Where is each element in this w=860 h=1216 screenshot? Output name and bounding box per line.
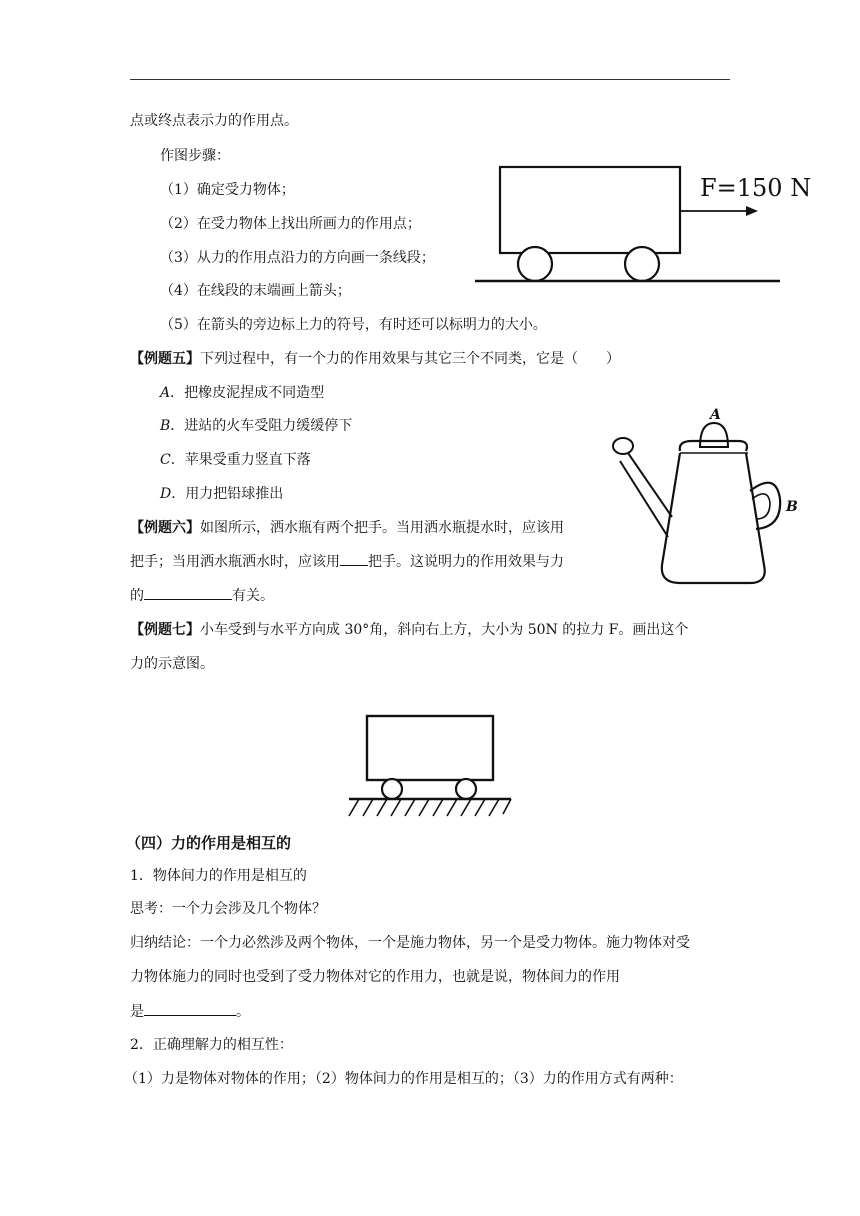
intro-continuation: 点或终点表示力的作用点。 (130, 113, 298, 129)
ex6-line-3 (130, 585, 274, 606)
ex5-option-c-letter: C (160, 452, 171, 468)
section-4-conclusion-3b: 。 (236, 1004, 250, 1020)
can-body (662, 453, 765, 583)
cart-ground-figure (345, 710, 515, 825)
header-rule (130, 79, 730, 80)
ex7-tag: 【例题七】 (130, 622, 200, 638)
force-arrow-head (746, 206, 758, 216)
ex5-option-c-text: ．苹果受重力竖直下落 (170, 452, 311, 468)
steps-title: 作图步骤： (160, 148, 230, 164)
step-4: （4）在线段的末端画上箭头； (160, 283, 351, 299)
watering-can-figure (600, 395, 820, 595)
ex6-blank-3 (144, 585, 232, 600)
section-4-conclusion-1: 归纳结论：一个力必然涉及两个物体，一个是施力物体，另一个是受力物体。施力物体对受 (130, 935, 690, 951)
handle-a-label: A (710, 407, 721, 423)
ground-hatching (349, 799, 511, 816)
ex5-option-a-letter: A (160, 385, 171, 401)
ex6-line-2 (130, 551, 564, 572)
ex5-option-d-text: ．用力把铅球推出 (171, 486, 284, 502)
section-4-blank (144, 1001, 236, 1016)
ex6-text-3a: 的 (130, 588, 144, 604)
handle-b-label: B (786, 499, 798, 515)
cart-wheel-left (518, 247, 552, 281)
ex5-option-b-letter: B (160, 418, 171, 434)
section-4-item-2-detail: （1）力是物体对物体的作用；（2）物体间力的作用是相互的；（3）力的作用方式有两种： (124, 1071, 683, 1087)
ex6-tag: 【例题六】 (130, 520, 200, 536)
step-3: （3）从力的作用点沿力的方向画一条线段； (160, 250, 435, 266)
ex6-text-3b: 有关。 (232, 588, 274, 604)
step-5: （5）在箭头的旁边标上力的符号，有时还可以标明力的大小。 (160, 317, 547, 333)
ex5-option-c (160, 450, 311, 470)
step-2: （2）在受力物体上找出所画力的作用点； (160, 216, 421, 232)
ex5-question (130, 349, 620, 369)
force-label: F=150 N (700, 174, 812, 202)
handle-a-knob (700, 423, 728, 447)
cart-wheel-right (625, 247, 659, 281)
cart-body (500, 167, 680, 253)
section-4-conclusion-3a: 是 (130, 1004, 144, 1020)
small-cart-body (367, 716, 493, 780)
section-4-conclusion-3 (130, 1001, 250, 1022)
ex5-option-a-text: ．把橡皮泥捏成不同造型 (170, 385, 325, 401)
section-4-heading: （四）力的作用是相互的 (126, 834, 292, 852)
ex7-line-2: 力的示意图。 (130, 656, 214, 672)
ex5-option-b (160, 416, 352, 436)
ex5-text: 下列过程中，有一个力的作用效果与其它三个不同类，它是（ ） (200, 351, 620, 367)
ex6-blank-2 (340, 551, 368, 566)
small-cart-wheel-right (456, 779, 476, 799)
section-4-conclusion-2: 力物体施力的同时也受到了受力物体对它的作用力，也就是说，物体间力的作用 (130, 969, 620, 985)
ex6-text-1: 如图所示，洒水瓶有两个把手。当用洒水瓶提水时，应该用 (200, 520, 564, 536)
section-4-item-1: 1．物体间力的作用是相互的 (130, 868, 307, 884)
section-4-think: 思考：一个力会涉及几个物体？ (130, 901, 326, 917)
ex7-text-1: 小车受到与水平方向成 30°角，斜向右上方，大小为 50N 的拉力 F。画出这个 (200, 622, 689, 638)
ex6-text-2a: 把手；当用洒水瓶洒水时，应该用 (130, 554, 340, 570)
ex5-tag: 【例题五】 (130, 351, 200, 367)
ex6-line-1 (130, 518, 564, 538)
ex5-option-b-text: ．进站的火车受阻力缓缓停下 (170, 418, 353, 434)
step-1: （1）确定受力物体； (160, 182, 295, 198)
ex7-line-1 (130, 620, 688, 640)
ex5-option-d-letter: D (160, 486, 172, 502)
ex5-option-d (160, 484, 283, 504)
small-cart-wheel-left (382, 779, 402, 799)
cart-force-figure (470, 150, 850, 300)
section-4-item-2: 2．正确理解力的相互性： (130, 1037, 293, 1053)
ex5-option-a (160, 383, 324, 403)
spout-rose (613, 438, 633, 454)
ex6-text-2b: 把手。这说明力的作用效果与力 (368, 554, 564, 570)
